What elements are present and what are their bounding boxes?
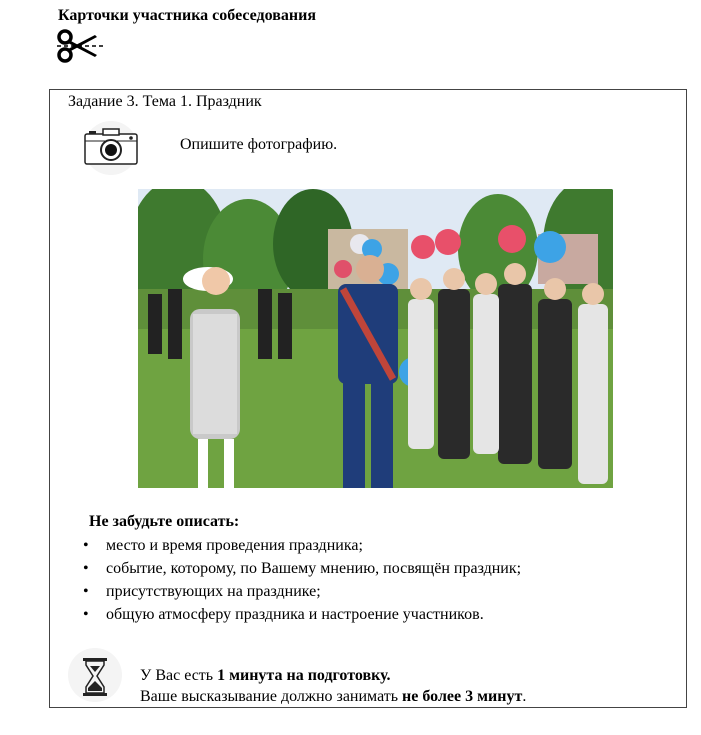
hourglass-icon <box>64 647 126 703</box>
preparation-time: У Вас есть 1 минута на подготовку. <box>140 667 391 684</box>
list-item: • место и время проведения праздника; <box>80 534 521 557</box>
list-item: • общую атмосферу праздника и настроение участников. <box>80 603 521 626</box>
list-item: • событие, которому, по Вашему мнению, посвящён праздник; <box>80 557 521 580</box>
camera-icon <box>78 120 144 176</box>
document-title: Карточки участника собеседования <box>58 7 316 24</box>
speech-duration: Ваше высказывание должно занимать не более 3 минут. <box>140 688 527 705</box>
interview-card <box>49 89 687 708</box>
instruction-text: Опишите фотографию. <box>180 136 338 153</box>
description-points <box>80 534 521 626</box>
celebration-photo <box>138 189 613 488</box>
scissors-icon <box>57 29 105 63</box>
task-title: Задание 3. Тема 1. Праздник <box>68 93 262 110</box>
list-item: • присутствующих на празднике; <box>80 580 521 603</box>
remember-heading: Не забудьте описать: <box>89 513 240 530</box>
